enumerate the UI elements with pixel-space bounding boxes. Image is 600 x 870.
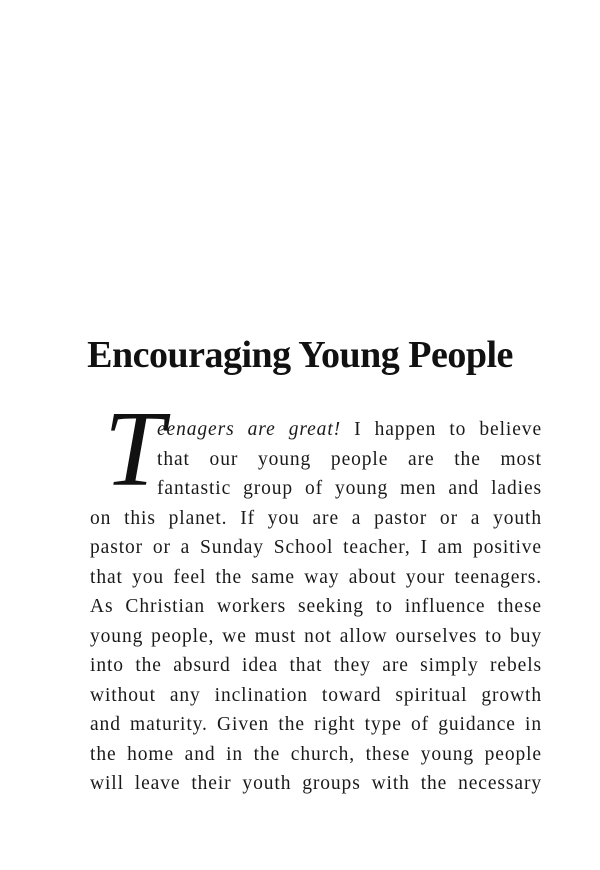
body-line-12: the home and in the church, these young people [90, 743, 542, 765]
body-line-1 [90, 415, 542, 445]
body-line-7: As Christian workers seeking to influence these [90, 596, 542, 617]
body-line-3: fantastic group of young men and ladies [157, 478, 542, 499]
body-line-4: on this planet. If you are a pastor or a youth [90, 507, 542, 529]
lead-in-phrase: eenagers are great! [157, 419, 342, 440]
body-line-1-rest: I happen to believe [341, 419, 542, 440]
body-line-9: into the absurd idea that they are simply rebels [90, 655, 542, 676]
chapter-title: Encouraging Young People [87, 334, 513, 376]
body-line-10: without any inclination toward spiritual growth [90, 684, 542, 706]
body-line-11: and maturity. Given the right type of guidance in [90, 714, 542, 735]
body-line-2: that our young people are the most [157, 448, 542, 470]
drop-cap: T [104, 390, 165, 509]
body-line-13: will leave their youth groups with the necessary [90, 773, 542, 794]
body-line-8: young people, we must not allow ourselves to buy [90, 625, 542, 647]
body-line-6: that you feel the same way about your teenagers. [90, 566, 542, 588]
chapter-body [90, 415, 542, 799]
body-line-5: pastor or a Sunday School teacher, I am positive [90, 537, 542, 558]
